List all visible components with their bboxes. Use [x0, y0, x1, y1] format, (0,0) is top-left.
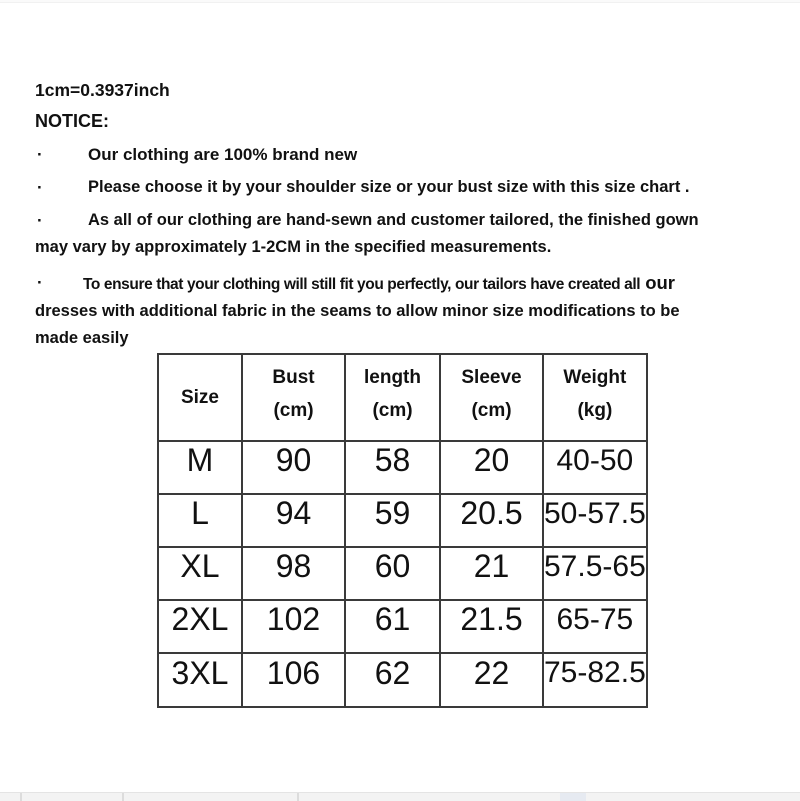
size-chart-table [157, 353, 648, 708]
column-label: Sleeve [461, 367, 522, 388]
cell-weight: 50-57.5 [543, 494, 647, 547]
bullet-marker: · [37, 211, 43, 230]
cell-weight: 65-75 [543, 600, 647, 653]
header-size [158, 354, 242, 441]
cell-sleeve: 20.5 [440, 494, 543, 547]
column-label: Bust [272, 367, 315, 388]
bullet-marker: · [37, 273, 43, 292]
header-weight [543, 354, 647, 441]
cell-size: 3XL [158, 653, 242, 707]
cell-size: 2XL [158, 600, 242, 653]
column-unit: (cm) [471, 400, 512, 421]
column-label: Weight [563, 367, 627, 388]
cell-bust: 94 [242, 494, 345, 547]
cell-length: 58 [345, 441, 440, 494]
cell-weight: 40-50 [543, 441, 647, 494]
column-unit: (cm) [372, 400, 413, 421]
cell-length: 61 [345, 600, 440, 653]
bullet-text: Our clothing are 100% brand new [88, 145, 358, 164]
cell-length: 60 [345, 547, 440, 600]
bullet-text-line-1: As all of our clothing are hand-sewn and customer tailored, the finished gown [88, 211, 699, 229]
cell-sleeve: 22 [440, 653, 543, 707]
bullet-text-line-2: dresses with additional fabric in the seams to allow minor size modifications to be [35, 302, 680, 320]
cell-size: XL [158, 547, 242, 600]
table-row [158, 494, 647, 547]
bullet-text-line-1 [35, 269, 787, 298]
cell-length: 59 [345, 494, 440, 547]
cell-sleeve: 21 [440, 547, 543, 600]
notice-bullet-1 [35, 141, 787, 168]
cell-bust: 98 [242, 547, 345, 600]
bullet-marker: · [37, 145, 43, 164]
table-header-row [158, 354, 647, 441]
header-sleeve [440, 354, 543, 441]
table-row [158, 547, 647, 600]
top-edge-artifact [0, 0, 800, 3]
bullet-text-line-3: made easily [35, 329, 129, 347]
header-length [345, 354, 440, 441]
bullet-text: Please choose it by your shoulder size or your bust size with this size chart . [88, 178, 690, 196]
unit-conversion-note: 1cm=0.3937inch [35, 80, 170, 100]
cell-size: M [158, 441, 242, 494]
cell-bust: 102 [242, 600, 345, 653]
column-label: length [364, 367, 421, 388]
cell-bust: 106 [242, 653, 345, 707]
cell-bust: 90 [242, 441, 345, 494]
notice-bullet-2 [35, 174, 787, 201]
table-row [158, 653, 647, 707]
cell-length: 62 [345, 653, 440, 707]
cell-sleeve: 20 [440, 441, 543, 494]
column-unit: (kg) [577, 400, 613, 421]
column-unit: (cm) [273, 400, 314, 421]
cell-weight: 57.5-65 [543, 547, 647, 600]
column-label: Size [180, 387, 220, 408]
cell-weight: 75-82.5 [543, 653, 647, 707]
cell-size: L [158, 494, 242, 547]
header-bust [242, 354, 345, 441]
notice-heading: NOTICE: [35, 111, 109, 131]
bullet-marker: · [37, 178, 43, 197]
table-row [158, 441, 647, 494]
bullet-text-line-2: may vary by approximately 1-2CM in the specified measurements. [35, 238, 552, 256]
bullet-text-condensed: To ensure that your clothing will still fit you perfectly, our tailors have created all [83, 276, 641, 293]
cell-sleeve: 21.5 [440, 600, 543, 653]
table-row [158, 600, 647, 653]
notice-bullet-3 [35, 207, 787, 261]
bullet-text-suffix: our [645, 272, 676, 293]
notice-bullet-4 [35, 269, 787, 352]
